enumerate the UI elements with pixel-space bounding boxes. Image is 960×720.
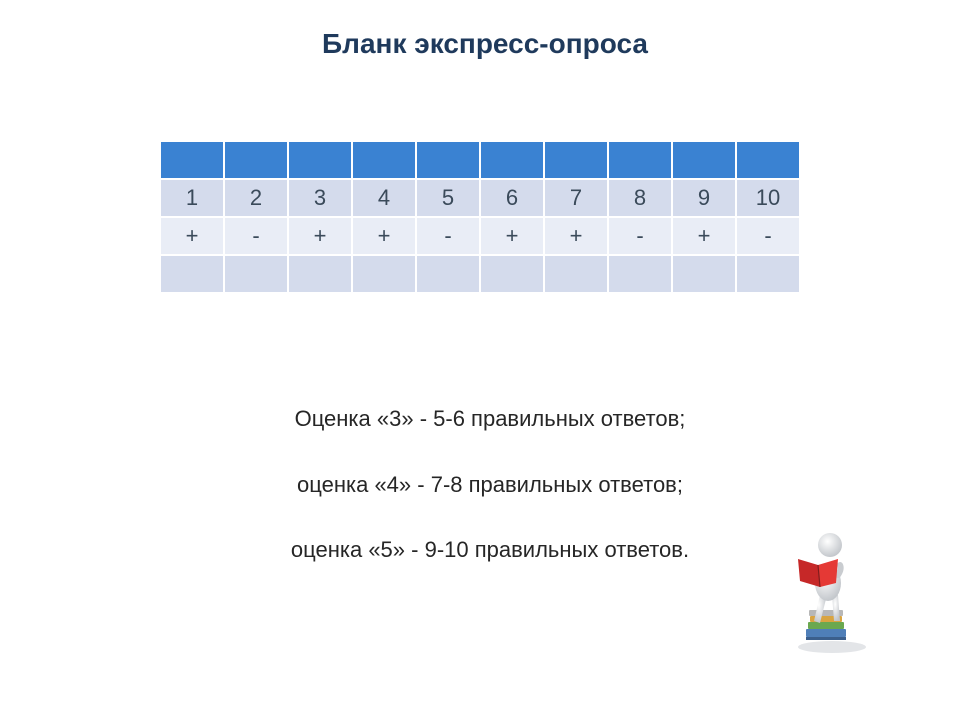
empty-answer-cell: [480, 255, 544, 293]
answer-key-cell: +: [352, 217, 416, 255]
grade-3-criterion: Оценка «3» - 5-6 правильных ответов;: [294, 406, 686, 431]
empty-answer-cell: [224, 255, 288, 293]
question-number-cell: 5: [416, 179, 480, 217]
header-cell: [480, 141, 544, 179]
empty-answer-cell: [672, 255, 736, 293]
person-reading-book-icon: [790, 525, 870, 655]
answer-key-cell: -: [608, 217, 672, 255]
grade-4-criterion: оценка «4» - 7-8 правильных ответов;: [297, 472, 683, 497]
header-row: [160, 141, 800, 179]
empty-answer-cell: [736, 255, 800, 293]
survey-table: [159, 140, 801, 294]
answer-key-cell: -: [736, 217, 800, 255]
answer-key-row: [160, 217, 800, 255]
header-cell: [608, 141, 672, 179]
empty-answer-cell: [544, 255, 608, 293]
answer-key-cell: +: [672, 217, 736, 255]
answer-key-cell: -: [224, 217, 288, 255]
header-cell: [416, 141, 480, 179]
empty-answer-cell: [416, 255, 480, 293]
header-cell: [736, 141, 800, 179]
question-number-cell: 3: [288, 179, 352, 217]
header-cell: [288, 141, 352, 179]
question-number-cell: 2: [224, 179, 288, 217]
answer-key-cell: +: [480, 217, 544, 255]
empty-answer-cell: [160, 255, 224, 293]
answer-key-cell: -: [416, 217, 480, 255]
header-cell: [352, 141, 416, 179]
grade-5-criterion: оценка «5» - 9-10 правильных ответов.: [290, 537, 690, 562]
question-number-cell: 7: [544, 179, 608, 217]
empty-answer-cell: [288, 255, 352, 293]
header-cell: [160, 141, 224, 179]
empty-answer-cell: [608, 255, 672, 293]
answer-key-cell: +: [288, 217, 352, 255]
empty-answer-row: [160, 255, 800, 293]
header-cell: [224, 141, 288, 179]
question-number-cell: 8: [608, 179, 672, 217]
answer-key-cell: +: [160, 217, 224, 255]
question-number-cell: 6: [480, 179, 544, 217]
question-number-row: [160, 179, 800, 217]
question-number-cell: 9: [672, 179, 736, 217]
question-number-cell: 4: [352, 179, 416, 217]
page-title: Бланк экспресс-опроса: [322, 28, 648, 59]
header-cell: [672, 141, 736, 179]
answer-key-cell: +: [544, 217, 608, 255]
question-number-cell: 10: [736, 179, 800, 217]
question-number-cell: 1: [160, 179, 224, 217]
header-cell: [544, 141, 608, 179]
empty-answer-cell: [352, 255, 416, 293]
